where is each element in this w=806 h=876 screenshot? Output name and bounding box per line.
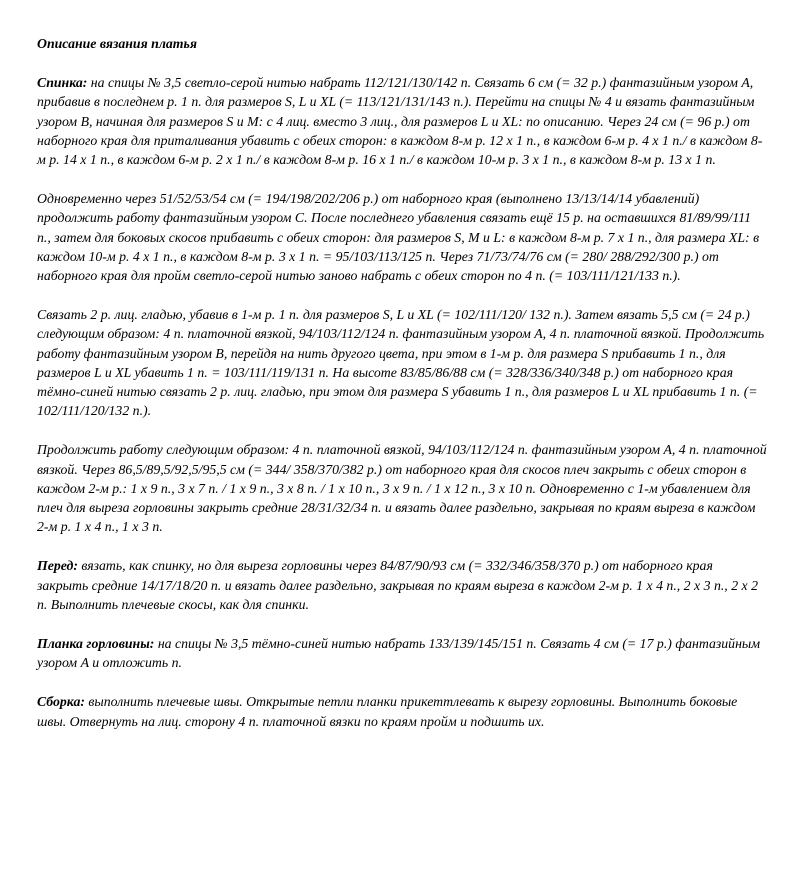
document-title: Описание вязания платья [37,36,197,51]
paragraph-back [37,73,767,169]
document-page [37,34,767,751]
section-label-assembly: Сборка: [37,694,85,710]
paragraph-assembly [37,692,767,730]
paragraph-back-continued-2 [37,305,767,420]
paragraph-text: Продолжить работу следующим образом: 4 п. платочной вязкой, 94/103/112/124 п. фантазийным узором A, 4 п. платочной вязкой. Через 86,5/89,5/92,5/95,5 см (= 344/ 358/370/382 р.) от наборного края для скосов плеч закрыть с обеих сторон в каждом 2-м р.: 1 x 9 п., 3 x 7 п. / 1 x 9 п., 3 x 8 п. / 1 x 10 п., 3 x 9 п. / 1 x 12 п., 3 x 10 п. Одновременно с 1-м убавлением для плеч для выреза горловины закрыть средние 28/31/32/34 п. и вязать далее раздельно, закрывая по краям выреза в каждом 2-м р. 1 x 4 п., 1 x 3 п. [37,442,767,535]
paragraph-back-continued-3 [37,440,767,536]
paragraph-neckband [37,634,767,672]
paragraph-text: на спицы № 3,5 тёмно-синей нитью набрать 133/139/145/151 п. Связать 4 см (= 17 р.) фантазийным узором A и отложить п. [37,636,761,671]
section-label-back: Спинка: [37,75,88,91]
paragraph-text: Одновременно через 51/52/53/54 см (= 194/198/202/206 р.) от наборного края (выполнено 13/13/14/14 убавлений) продолжить работу фантазийным узором C. После последнего убавления связать ещё 15 р. на оставшихся 81/89/99/111 п., затем для боковых скосов прибавить с обеих сторон: для размеров S, M и L: в каждом 8-м р. 7 x 1 п., для размера XL: в каждом 10-м р. 4 x 1 п., в каждом 8-м р. 3 x 1 п. = 95/103/113/125 п. Через 71/73/74/76 см (= 280/ 288/292/300 р.) от наборного края для пройм светло-серой нитью заново набрать с обеих сторон по 4 п. (= 103/111/121/133 п.). [37,191,760,284]
paragraph-text: вязать, как спинку, но для выреза горловины через 84/87/90/93 см (= 332/346/358/370 р.) от наборного края закрыть средние 14/17/18/20 п. и вязать далее раздельно, закрывая по краям выреза в каждом 2-м р. 1 x 4 п., 2 x 3 п., 2 x 2 п. Выполнить плечевые скосы, как для спинки. [37,558,759,612]
section-label-front: Перед: [37,558,78,574]
section-label-neckband: Планка горловины: [37,636,155,652]
paragraph-front [37,556,767,614]
paragraph-text: Связать 2 р. лиц. гладью, убавив в 1-м р. 1 п. для размеров S, L и XL (= 102/111/120/ 132 п.). Затем вязать 5,5 см (= 24 р.) следующим образом: 4 п. платочной вязкой, 94/103/112/124 п. фантазийным узором A, 4 п. платочной вязкой. Продолжить работу фантазийным узором B, перейдя на нить другого цвета, при этом в 1-м р. для размера S прибавить 1 п., для размеров L и XL убавить 1 п. = 103/111/119/131 п. На высоте 83/85/86/88 см (= 328/336/340/348 р.) от наборного края тёмно-синей нитью связать 2 р. лиц. гладью, при этом для размера S убавить 1 п., для размеров L и XL прибавить 1 п. (= 102/111/120/132 п.). [37,307,765,419]
paragraph-text: на спицы № 3,5 светло-серой нитью набрать 112/121/130/142 п. Связать 6 см (= 32 р.) фантазийным узором A, прибавив в последнем р. 1 п. для размеров S, L и XL (= 113/121/131/143 п.). Перейти на спицы № 4 и вязать фантазийным узором B, начиная для размеров S и M: с 4 лиц. вместо 3 лиц., для размеров L и XL: по описанию. Через 24 см (= 96 р.) от наборного края для приталивания убавить с обеих сторон: в каждом 8-м р. 12 x 1 п., в каждом 6-м р. 4 x 1 п./ в каждом 8-м р. 14 x 1 п., в каждом 6-м р. 2 x 1 п./ в каждом 8-м р. 16 x 1 п./ в каждом 10-м р. 3 x 1 п., в каждом 8-м р. 13 x 1 п. [37,75,763,168]
paragraph-back-continued-1 [37,189,767,285]
paragraph-text: выполнить плечевые швы. Открытые петли планки прикеттлевать к вырезу горловины. Выполнить боковые швы. Отвернуть на лиц. сторону 4 п. платочной вязки по краям пройм и подшить их. [37,694,738,729]
